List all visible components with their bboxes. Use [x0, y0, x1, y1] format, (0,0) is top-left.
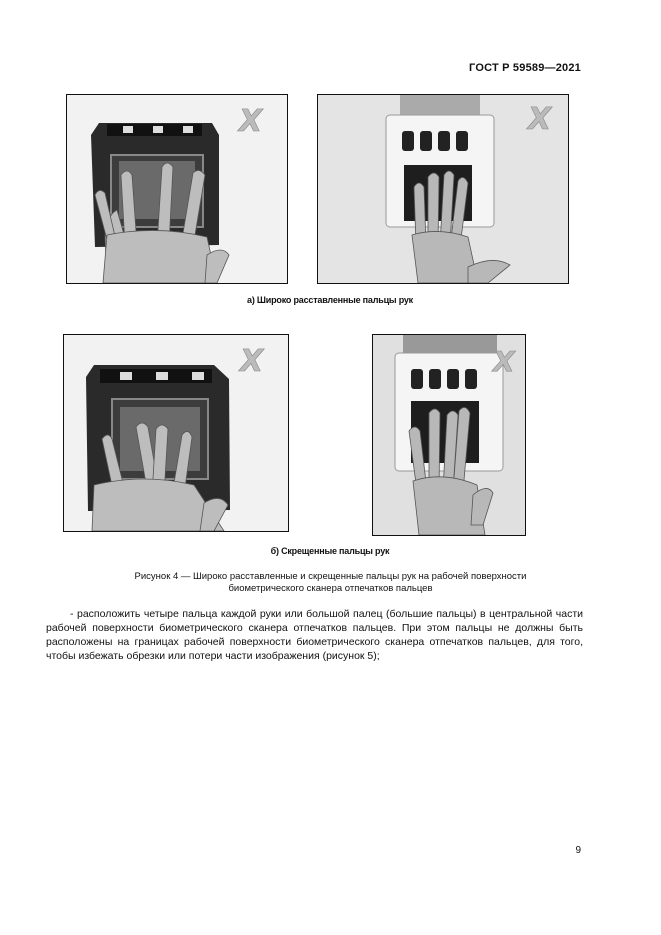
- document-id: ГОСТ Р 59589—2021: [469, 62, 581, 74]
- subcaption-a: а) Широко расставленные пальцы рук: [247, 295, 413, 305]
- photo-vertical-scanner-crossed-fingers: [372, 334, 526, 536]
- subcaption-b: б) Скрещенные пальцы рук: [270, 546, 390, 556]
- figure-caption: [60, 571, 601, 595]
- body-paragraph-block: [46, 607, 583, 663]
- watermark-x-icon: X: [240, 344, 264, 379]
- photo-flat-scanner-spread-fingers: [66, 94, 288, 284]
- photo-vertical-scanner-spread-fingers: [317, 94, 569, 284]
- photo-flat-scanner-crossed-fingers: [63, 334, 289, 532]
- figure-caption-line-2: биометрического сканера отпечатков пальцев: [228, 583, 433, 594]
- watermark-x-icon: X: [528, 102, 552, 137]
- figure-caption-line-1: Рисунок 4 — Широко расставленные и скрещенные пальцы рук на рабочей поверхности: [134, 571, 527, 582]
- page-number: 9: [575, 845, 581, 856]
- watermark-x-icon: X: [493, 345, 515, 378]
- watermark-x-icon: X: [239, 104, 263, 139]
- body-paragraph: - расположить четыре пальца каждой руки или большой палец (большие пальцы) в центральной части рабочей поверхности биометрического сканера отпечатков пальцев. При этом пальцы не должны быть расположены на границах рабочей поверхности биометрического сканера отпечатков пальцев, для того, чтобы избежать обрезки или потери части изображения (рисунок 5);: [46, 608, 583, 662]
